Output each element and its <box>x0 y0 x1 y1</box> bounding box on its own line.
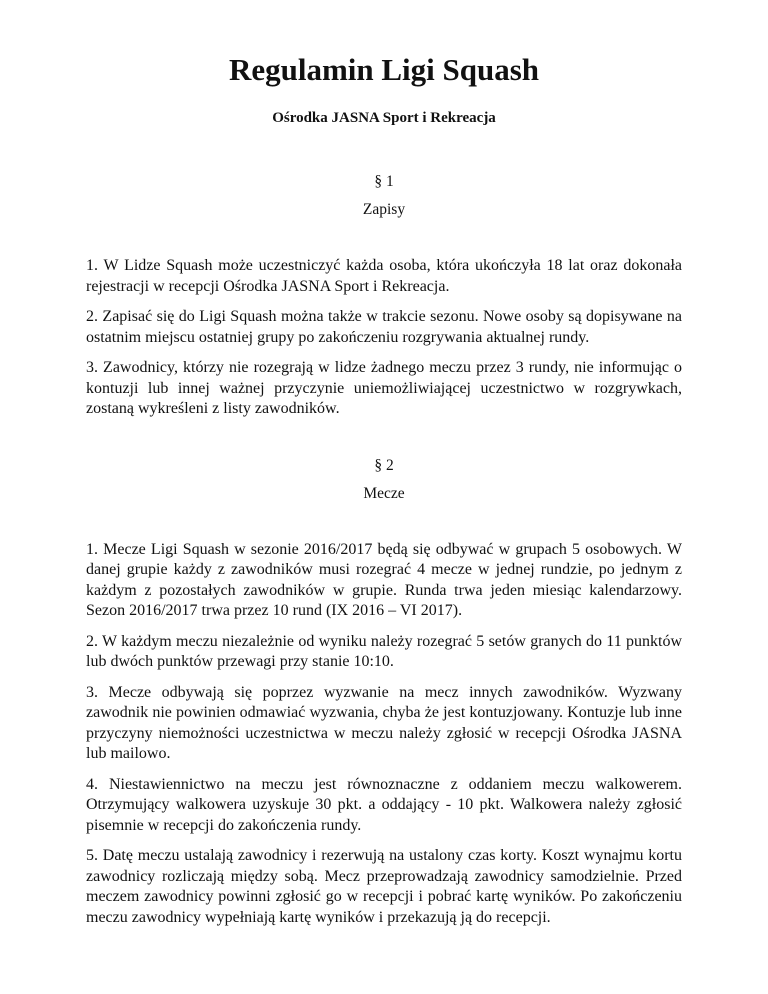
section-items <box>86 256 682 420</box>
section-heading: Zapisy <box>362 201 406 218</box>
section-mecze <box>86 456 682 504</box>
paragraph: 2. W każdym meczu niezależnie od wyniku należy rozegrać 5 setów granych do 11 punktów lub dwóch punktów przewagi przy stanie 10:10. <box>86 632 682 670</box>
section-heading: Mecze <box>363 484 405 502</box>
section-number: § 2 <box>374 456 394 474</box>
section-zapisy <box>86 172 682 220</box>
paragraph: 5. Datę meczu ustalają zawodnicy i rezerwują na ustalony czas korty. Koszt wynajmu kortu zawodnicy rozliczają między sobą. Mecz przeprowadzają zawodnicy samodzielnie. Przed meczem zawodnicy powinni zgłosić go w recepcji i pobrać kartę wyników. Po zakończeniu meczu zawodnicy wypełniają kartę wyników i przekazują ją do recepcji. <box>86 847 682 926</box>
paragraph: 1. Mecze Ligi Squash w sezonie 2016/2017 będą się odbywać w grupach 5 osobowych. W danej grupie każdy z zawodników musi rozegrać 4 mecze w jednej rundzie, po jednym z każdym z pozostałych zawodników w grupie. Runda trwa jeden miesiąc kalendarzowy. Sezon 2016/2017 trwa przez 10 rund (IX 2016 – VI 2017). <box>86 540 682 619</box>
section-number: § 1 <box>374 173 394 190</box>
document-subtitle: Ośrodka JASNA Sport i Rekreacja <box>272 110 496 126</box>
paragraph: 3. Mecze odbywają się poprzez wyzwanie na mecz innych zawodników. Wyzwany zawodnik nie powinien odmawiać wyzwania, chyba że jest kontuzjowany. Kontuzje lub inne przyczyny niemożności uczestnictwa w meczu należy zgłosić w recepcji Ośrodka JASNA lub mailowo. <box>86 683 682 762</box>
paragraph: 2. Zapisać się do Ligi Squash można także w trakcie sezonu. Nowe osoby są dopisywane na ostatnim miejscu ostatniej grupy po zakończeniu rozgrywania aktualnej rundy. <box>86 308 682 346</box>
paragraph: 1. W Lidze Squash może uczestniczyć każda osoba, która ukończyła 18 lat oraz dokonała rejestracji w recepcji Ośrodka JASNA Sport i Rekreacja. <box>86 257 682 295</box>
document-title: Regulamin Ligi Squash <box>228 52 540 87</box>
section-items <box>86 540 682 929</box>
paragraph: 4. Niestawiennictwo na meczu jest równoznaczne z oddaniem meczu walkowerem. Otrzymujący walkowera uzyskuje 30 pkt. a oddający - 10 pkt. Walkowera należy zgłosić pisemnie w recepcji do zakończenia rundy. <box>86 775 682 834</box>
paragraph: 3. Zawodnicy, którzy nie rozegrają w lidze żadnego meczu przez 3 rundy, nie informując o kontuzji lub innej ważnej przyczynie uniemożliwiającej uczestnictwo w rozgrywkach, zostaną wykreśleni z listy zawodników. <box>86 359 682 417</box>
